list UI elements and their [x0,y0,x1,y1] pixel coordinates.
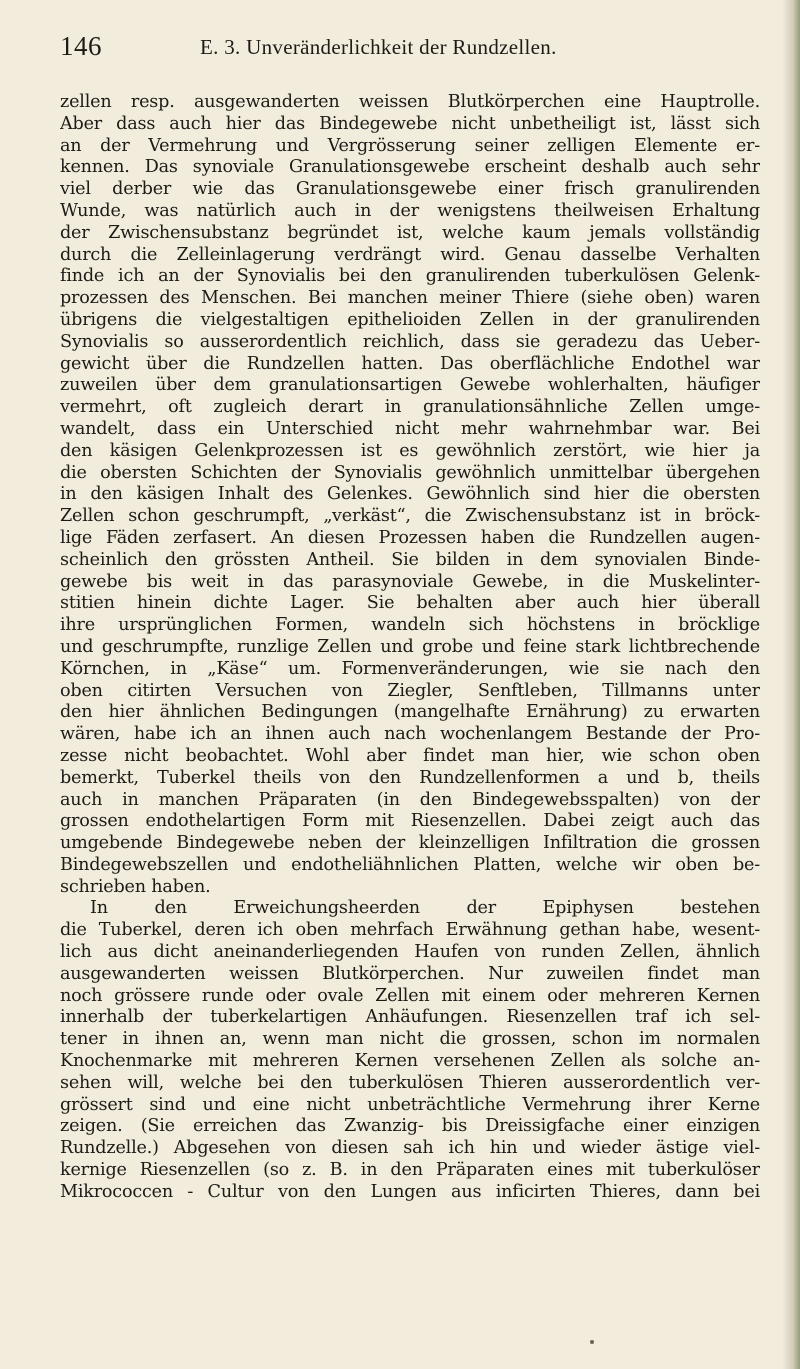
text-line: durch die Zelleinlagerung verdrängt wird. Genau dasselbe Verhalten [60,244,760,265]
text-line: an der Vermehrung und Vergrösserung seiner zelligen Elemente er- [60,135,760,156]
page-edge-shadow [782,0,800,1369]
text-line: Zellen schon geschrumpft, „verkäst“, die Zwischensubstanz ist in bröck- [60,506,760,527]
text-line: viel derber wie das Granulationsgewebe einer frisch granulirenden [60,179,760,200]
text-line: tener in ihnen an, wenn man nicht die grossen, schon im normalen [60,1029,760,1050]
text-line: Knochenmarke mit mehreren Kernen versehenen Zellen als solche an- [60,1051,760,1072]
running-head: E. 3. Unveränderlichkeit der Rundzellen. [200,35,557,59]
text-line: gewebe bis weit in das parasynoviale Gewebe, in die Muskelinter- [60,571,760,592]
text-line: bemerkt, Tuberkel theils von den Rundzellenformen a und b, theils [60,767,760,788]
text-line: Aber dass auch hier das Bindegewebe nicht unbetheiligt ist, lässt sich [60,113,760,134]
text-line: zeigen. (Sie erreichen das Zwanzig- bis Dreissigfache einer einzigen [60,1116,760,1137]
text-line: stitien hinein dichte Lager. Sie behalten aber auch hier überall [60,593,760,614]
text-line: grössert sind und eine nicht unbeträchtliche Vermehrung ihrer Kerne [60,1094,760,1115]
text-line: zesse nicht beobachtet. Wohl aber findet man hier, wie schon oben [60,745,760,766]
text-line: Körnchen, in „Käse“ um. Formenveränderungen, wie sie nach den [60,658,760,679]
text-line: sehen will, welche bei den tuberkulösen Thieren ausserordentlich ver- [60,1072,760,1093]
body-text [60,92,760,1204]
text-line: gewicht über die Rundzellen hatten. Das oberflächliche Endothel war [60,353,760,374]
text-line: Rundzelle.) Abgesehen von diesen sah ich hin und wieder ästige viel- [60,1138,760,1159]
text-line: übrigens die vielgestaltigen epithelioiden Zellen in der granulirenden [60,309,760,330]
text-line: den käsigen Gelenkprozessen ist es gewöhnlich zerstört, wie hier ja [60,440,760,461]
page-number: 146 [60,31,102,61]
text-line: lich aus dicht aneinanderliegenden Haufen von runden Zellen, ähnlich [60,942,760,963]
text-line: zellen resp. ausgewanderten weissen Blutkörperchen eine Hauptrolle. [60,92,760,112]
text-line: auch in manchen Präparaten (in den Bindegewebsspalten) von der [60,789,760,810]
text-line: oben citirten Versuchen von Ziegler, Senftleben, Tillmanns unter [60,680,760,701]
text-line: finde ich an der Synovialis bei den granulirenden tuberkulösen Gelenk- [60,266,760,287]
text-line: vermehrt, oft zugleich derart in granulationsähnliche Zellen umge- [60,397,760,418]
text-line: die obersten Schichten der Synovialis gewöhnlich unmittelbar übergehen [60,462,760,483]
text-line: prozessen des Menschen. Bei manchen meiner Thiere (siehe oben) waren [60,288,760,309]
text-line: lige Fäden zerfasert. An diesen Prozessen haben die Rundzellen augen- [60,527,760,548]
text-line: der Zwischensubstanz begründet ist, welche kaum jemals vollständig [60,222,760,243]
text-line: umgebende Bindegewebe neben der kleinzelligen Infiltration die grossen [60,833,760,854]
text-line: in den käsigen Inhalt des Gelenkes. Gewöhnlich sind hier die obersten [60,484,760,505]
text-line: Synovialis so ausserordentlich reichlich, dass sie geradezu das Ueber- [60,331,760,352]
text-line: Mikrococcen - Cultur von den Lungen aus inficirten Thieres, dann bei [60,1181,760,1202]
text-line: In den Erweichungsheerden der Epiphysen bestehen [90,898,760,919]
text-line: kennen. Das synoviale Granulationsgewebe erscheint deshalb auch sehr [60,157,760,178]
text-line: kernige Riesenzellen (so z. B. in den Präparaten eines mit tuberkulöser [60,1160,760,1181]
text-line: ausgewanderten weissen Blutkörperchen. Nur zuweilen findet man [60,963,760,984]
print-speck [590,1340,594,1344]
text-line: Wunde, was natürlich auch in der wenigstens theilweisen Erhaltung [60,200,760,221]
text-line: und geschrumpfte, runzlige Zellen und grobe und feine stark lichtbrechende [60,636,760,657]
text-line: wären, habe ich an ihnen auch nach wochenlangem Bestande der Pro- [60,724,760,745]
page-header [60,28,760,68]
text-line: die Tuberkel, deren ich oben mehrfach Erwähnung gethan habe, wesent- [60,920,760,941]
text-line: schrieben haben. [60,876,211,897]
text-line: zuweilen über dem granulationsartigen Gewebe wohlerhalten, häufiger [60,375,760,396]
text-line: den hier ähnlichen Bedingungen (mangelhafte Ernährung) zu erwarten [60,702,760,723]
text-line: grossen endothelartigen Form mit Riesenzellen. Dabei zeigt auch das [60,811,760,832]
text-line: noch grössere runde oder ovale Zellen mit einem oder mehreren Kernen [60,985,760,1006]
text-line: innerhalb der tuberkelartigen Anhäufungen. Riesenzellen traf ich sel- [60,1007,760,1028]
text-line: ihre ursprünglichen Formen, wandeln sich höchstens in bröcklige [60,615,760,636]
text-line: scheinlich den grössten Antheil. Sie bilden in dem synovialen Binde- [60,549,760,570]
text-line: wandelt, dass ein Unterschied nicht mehr wahrnehmbar war. Bei [60,418,760,439]
text-line: Bindegewebszellen und endotheliähnlichen Platten, welche wir oben be- [60,854,760,875]
